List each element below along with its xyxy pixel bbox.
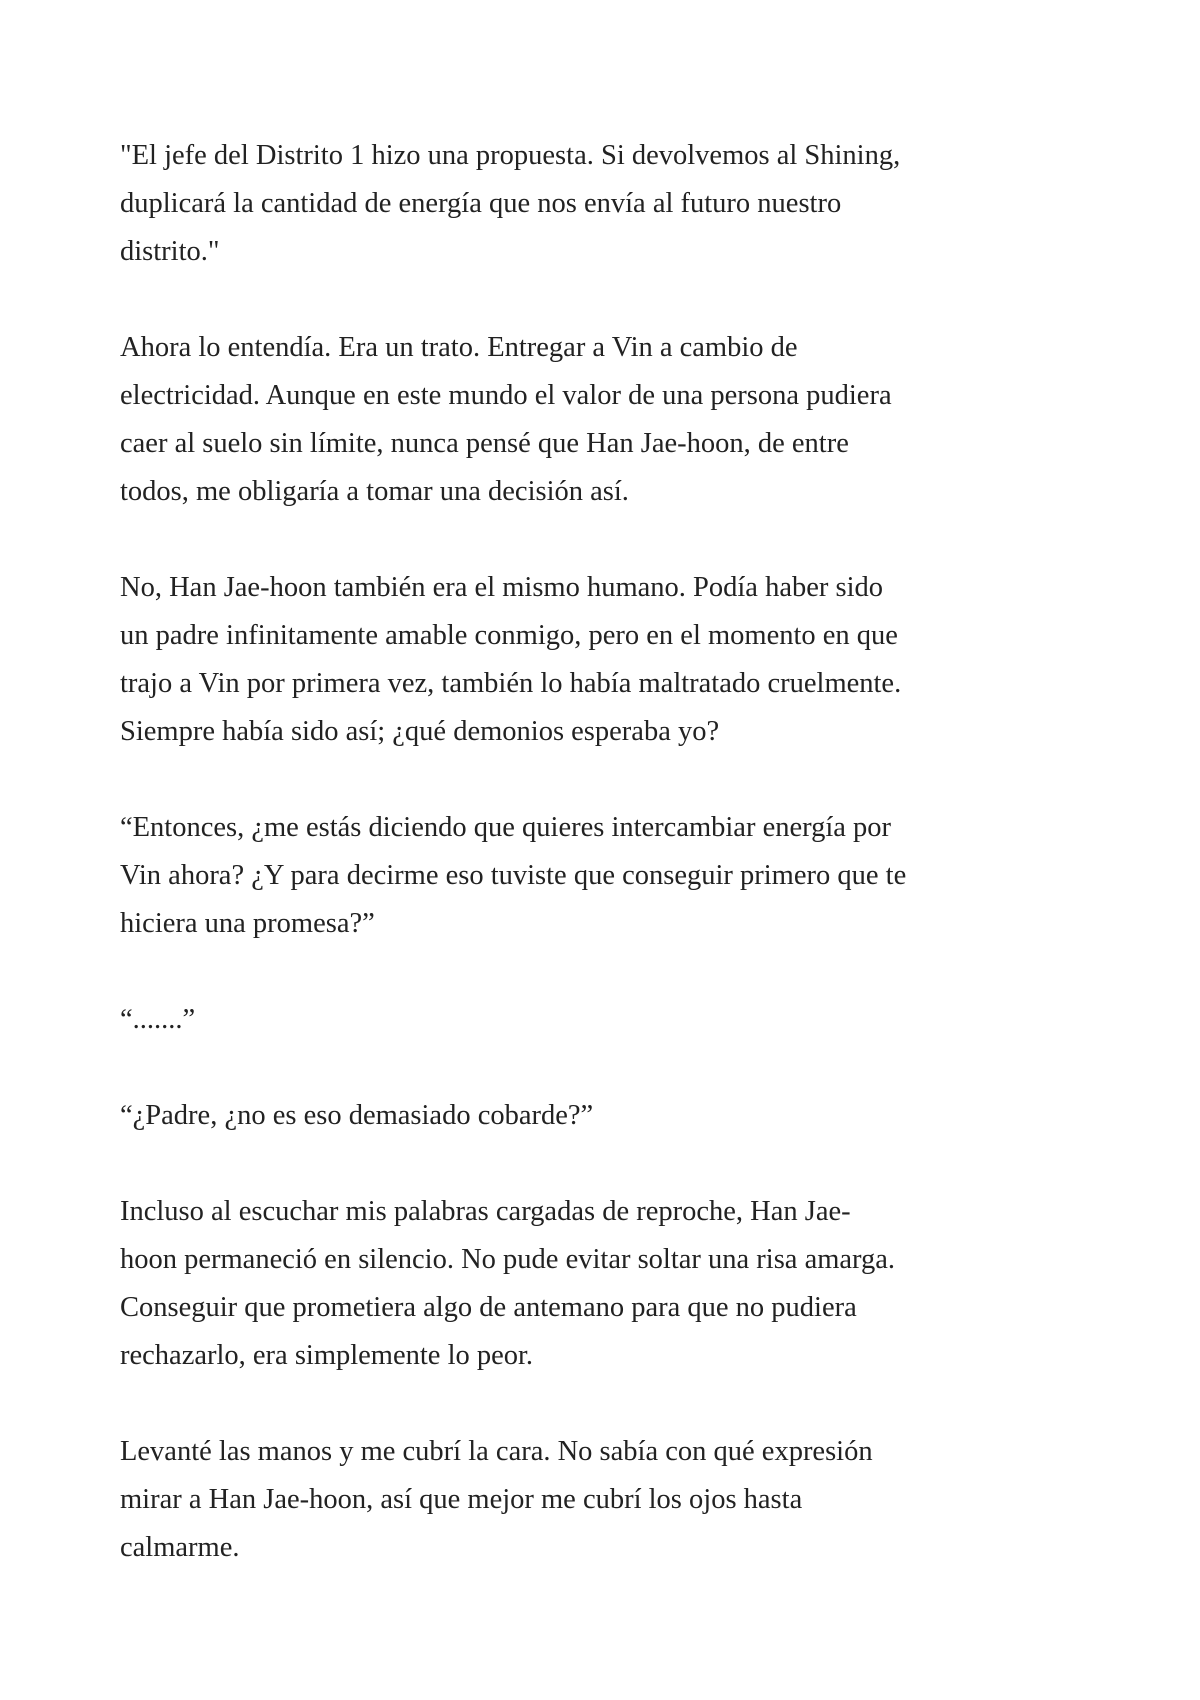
text-line: mirar a Han Jae-hoon, así que mejor me cubrí los ojos hasta <box>120 1484 803 1515</box>
text-line: todos, me obligaría a tomar una decisión así. <box>120 476 629 507</box>
text-line: trajo a Vin por primera vez, también lo había maltratado cruelmente. <box>120 668 902 699</box>
document-body <box>120 132 1100 1620</box>
text-line: rechazarlo, era simplemente lo peor. <box>120 1340 534 1371</box>
text-line: “¿Padre, ¿no es eso demasiado cobarde?” <box>120 1100 594 1131</box>
text-line: distrito." <box>120 236 220 267</box>
text-line: Conseguir que prometiera algo de antemano para que no pudiera <box>120 1292 857 1323</box>
text-line: calmarme. <box>120 1532 240 1563</box>
paragraph <box>120 324 1100 516</box>
text-line: No, Han Jae-hoon también era el mismo humano. Podía haber sido <box>120 572 883 603</box>
paragraph <box>120 1428 1100 1572</box>
text-line: Ahora lo entendía. Era un trato. Entregar a Vin a cambio de <box>120 332 798 363</box>
text-line: duplicará la cantidad de energía que nos envía al futuro nuestro <box>120 188 842 219</box>
text-line: Incluso al escuchar mis palabras cargadas de reproche, Han Jae- <box>120 1196 851 1227</box>
text-line: "El jefe del Distrito 1 hizo una propuesta. Si devolvemos al Shining, <box>120 140 901 171</box>
text-line: caer al suelo sin límite, nunca pensé que Han Jae-hoon, de entre <box>120 428 849 459</box>
text-line: hoon permaneció en silencio. No pude evitar soltar una risa amarga. <box>120 1244 896 1275</box>
text-line: “Entonces, ¿me estás diciendo que quieres intercambiar energía por <box>120 812 892 843</box>
text-line: Vin ahora? ¿Y para decirme eso tuviste que conseguir primero que te <box>120 860 907 891</box>
paragraph <box>120 804 1100 948</box>
paragraph <box>120 1092 1100 1140</box>
text-line: un padre infinitamente amable conmigo, pero en el momento en que <box>120 620 898 651</box>
text-line: Siempre había sido así; ¿qué demonios esperaba yo? <box>120 716 720 747</box>
text-line: “.......” <box>120 1004 196 1035</box>
text-line: hiciera una promesa?” <box>120 908 375 939</box>
paragraph <box>120 996 1100 1044</box>
text-line: electricidad. Aunque en este mundo el valor de una persona pudiera <box>120 380 892 411</box>
paragraph <box>120 132 1100 276</box>
paragraph <box>120 1188 1100 1380</box>
text-line: Levanté las manos y me cubrí la cara. No sabía con qué expresión <box>120 1436 873 1467</box>
paragraph <box>120 564 1100 756</box>
